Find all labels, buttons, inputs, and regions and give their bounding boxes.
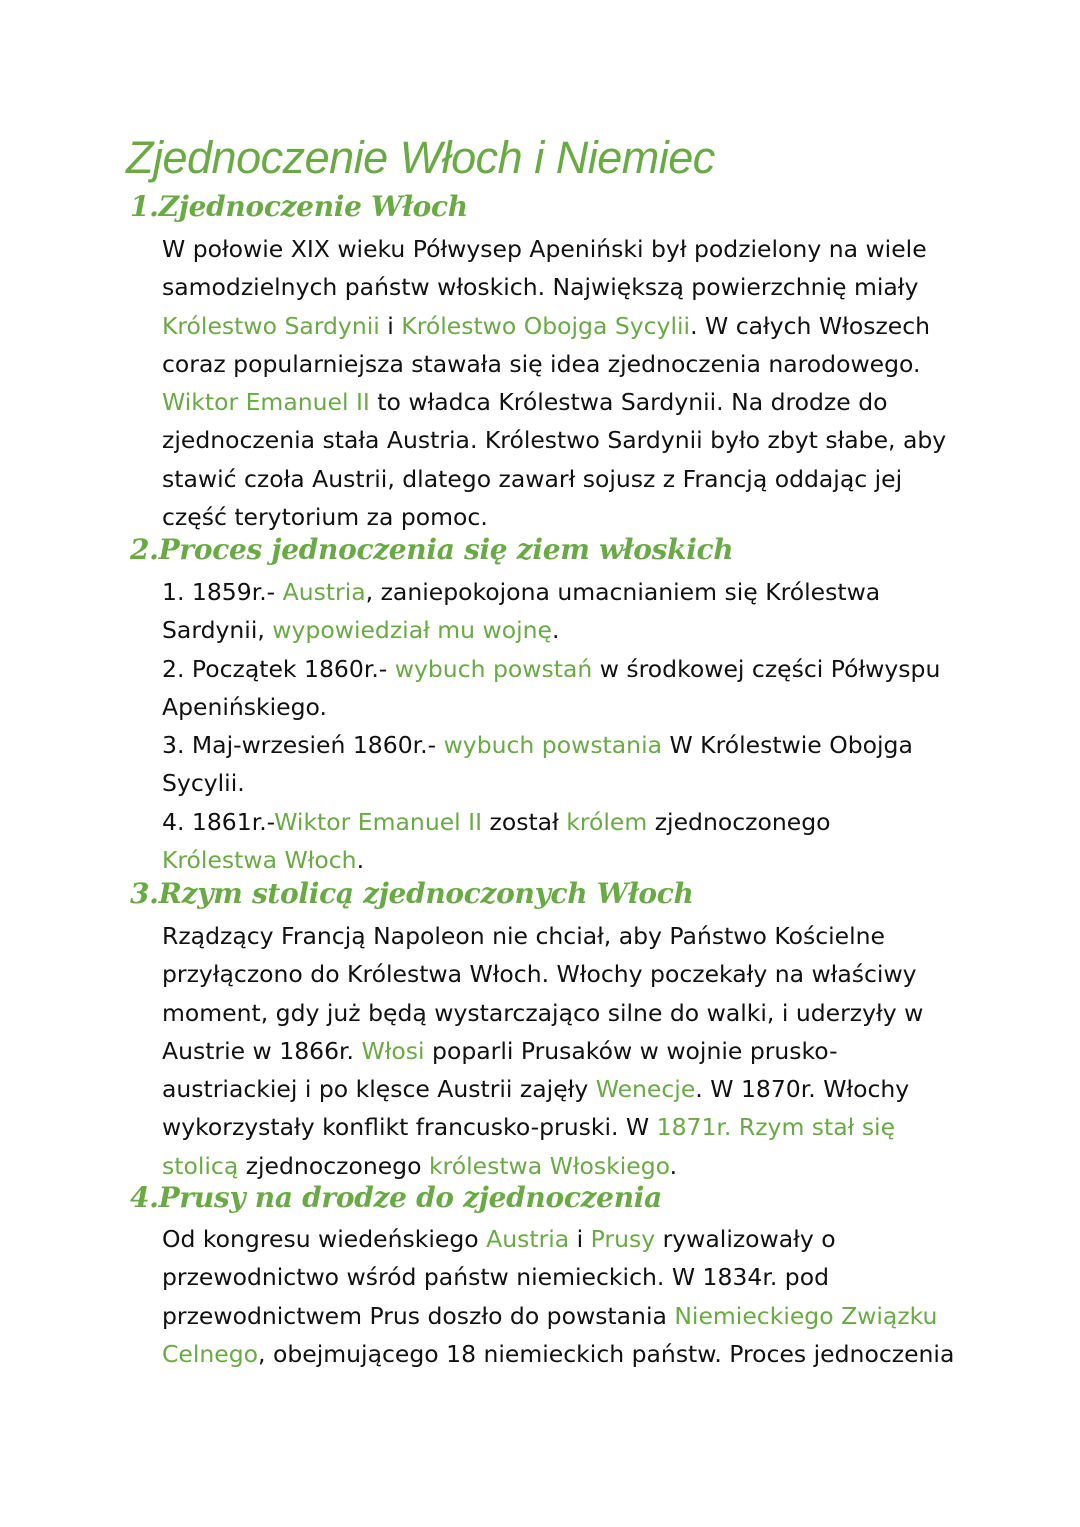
- text-run: część terytorium za pomoc.: [162, 503, 488, 532]
- text-line: [162, 841, 972, 879]
- text-run: 3. Maj-wrzesień 1860r.-: [162, 731, 444, 760]
- text-line: [162, 1147, 972, 1185]
- section-paragraph-4: [162, 1220, 972, 1373]
- text-run: moment, gdy już będą wystarczająco silne do walki, i uderzyły w: [162, 998, 924, 1027]
- text-line: [162, 764, 972, 802]
- highlighted-term: Włosi: [361, 1036, 425, 1065]
- highlighted-term: Niemieckiego Związku: [674, 1301, 938, 1330]
- highlighted-term: Wiktor Emanuel II: [162, 388, 370, 417]
- text-line: [162, 1335, 972, 1373]
- text-run: Apenińskiego.: [162, 692, 327, 721]
- text-run: 2. Początek 1860r.-: [162, 654, 395, 683]
- text-run: zjednoczonego: [647, 807, 831, 836]
- text-run: zjednoczenia stała Austria. Królestwo Sardynii było zbyt słabe, aby: [162, 426, 947, 455]
- text-run: W Królestwie Obojga: [662, 731, 913, 760]
- section-heading-2: 2.Proces jednoczenia się ziem włoskich: [130, 533, 734, 566]
- highlighted-term: wybuch powstania: [443, 731, 662, 760]
- text-line: [162, 994, 972, 1032]
- highlighted-term: stolicą: [162, 1151, 239, 1180]
- section-paragraph-1: [162, 230, 972, 536]
- text-run: austriackiej i po klęsce Austrii zajęły: [162, 1075, 596, 1104]
- text-line: [162, 498, 972, 536]
- text-run: stawić czoła Austrii, dlatego zawarł sojusz z Francją oddając jej: [162, 464, 903, 493]
- text-line: [162, 230, 972, 268]
- page-title: Zjednoczenie Włoch i Niemiec: [126, 132, 715, 183]
- text-line: [162, 383, 972, 421]
- section-heading-3: 3.Rzym stolicą zjednoczonych Włoch: [130, 877, 694, 910]
- text-line: [162, 955, 972, 993]
- text-run: Od kongresu wiedeńskiego: [162, 1225, 487, 1253]
- text-run: został: [482, 807, 567, 836]
- highlighted-term: Austria: [486, 1225, 570, 1253]
- text-run: w środkowej części Półwyspu: [592, 654, 941, 683]
- highlighted-term: Królestwa Włoch: [162, 846, 357, 875]
- text-run: Sycylii.: [162, 769, 245, 798]
- text-line: [162, 268, 972, 306]
- highlighted-term: Austria: [282, 578, 366, 606]
- text-run: coraz popularniejsza stawała się idea zjednoczenia narodowego.: [162, 349, 921, 378]
- text-line: [162, 1220, 972, 1258]
- section-heading-1: 1.Zjednoczenie Włoch: [130, 190, 468, 223]
- section-heading-4: 4.Prusy na drodze do zjednoczenia: [130, 1181, 662, 1214]
- text-line: [162, 917, 972, 955]
- text-run: 1. 1859r.-: [162, 578, 283, 606]
- text-run: samodzielnych państw włoskich. Największą powierzchnię miały: [162, 273, 919, 302]
- text-run: wykorzystały konflikt francusko-pruski. W: [162, 1113, 657, 1142]
- text-line: [162, 611, 972, 649]
- section-paragraph-2: [162, 573, 972, 879]
- highlighted-term: królestwa Włoskiego: [428, 1151, 670, 1180]
- text-run: Sardynii,: [162, 616, 273, 645]
- text-line: [162, 650, 972, 688]
- text-line: [162, 1070, 972, 1108]
- highlighted-term: 1871r. Rzym stał się: [656, 1113, 896, 1142]
- text-run: przewodnictwo wśród państw niemieckich. W 1834r. pod: [162, 1263, 829, 1292]
- highlighted-term: wybuch powstań: [394, 654, 593, 683]
- text-run: rywalizowały o: [655, 1225, 836, 1253]
- text-line: [162, 460, 972, 498]
- text-run: W połowie XIX wieku Półwysep Apeniński był podzielony na wiele: [162, 235, 927, 263]
- text-run: zjednoczonego: [238, 1151, 429, 1180]
- text-line: [162, 803, 972, 841]
- highlighted-term: Wiktor Emanuel II: [274, 807, 483, 836]
- highlighted-term: Celnego: [162, 1339, 259, 1368]
- text-line: [162, 1297, 972, 1335]
- text-line: [162, 1258, 972, 1296]
- highlighted-term: królem: [566, 807, 648, 836]
- text-line: [162, 688, 972, 726]
- text-run: , zaniepokojona umacnianiem się Królestwa: [365, 578, 881, 606]
- text-run: .: [356, 846, 365, 875]
- text-run: . W 1870r. Włochy: [695, 1075, 910, 1104]
- text-run: Austrie w 1866r.: [162, 1036, 362, 1065]
- text-line: [162, 307, 972, 345]
- text-run: przewodnictwem Prus doszło do powstania: [162, 1301, 675, 1330]
- highlighted-term: Królestwo Sardynii: [162, 311, 380, 340]
- highlighted-term: wypowiedział mu wojnę: [272, 616, 552, 645]
- section-paragraph-3: [162, 917, 972, 1185]
- text-run: poparli Prusaków w wojnie prusko-: [424, 1036, 838, 1065]
- text-run: przyłączono do Królestwa Włoch. Włochy poczekały na właściwy: [162, 960, 917, 989]
- text-run: i: [379, 311, 402, 340]
- text-run: to władca Królestwa Sardynii. Na drodze do: [369, 388, 888, 417]
- text-line: [162, 345, 972, 383]
- text-run: . W całych Włoszech: [690, 311, 931, 340]
- highlighted-term: Wenecje: [595, 1075, 696, 1104]
- text-line: [162, 726, 972, 764]
- highlighted-term: Królestwo Obojga Sycylii: [401, 311, 691, 340]
- text-line: [162, 1108, 972, 1146]
- text-run: .: [552, 616, 560, 645]
- text-line: [162, 1032, 972, 1070]
- text-run: i: [569, 1225, 591, 1253]
- text-run: 4. 1861r.-: [162, 807, 275, 836]
- text-line: [162, 421, 972, 459]
- text-line: [162, 573, 972, 611]
- text-run: , obejmującego 18 niemieckich państw. Proces jednoczenia: [258, 1339, 955, 1368]
- text-run: Rządzący Francją Napoleon nie chciał, aby Państwo Kościelne: [162, 922, 886, 950]
- text-run: .: [669, 1151, 678, 1180]
- highlighted-term: Prusy: [590, 1225, 656, 1253]
